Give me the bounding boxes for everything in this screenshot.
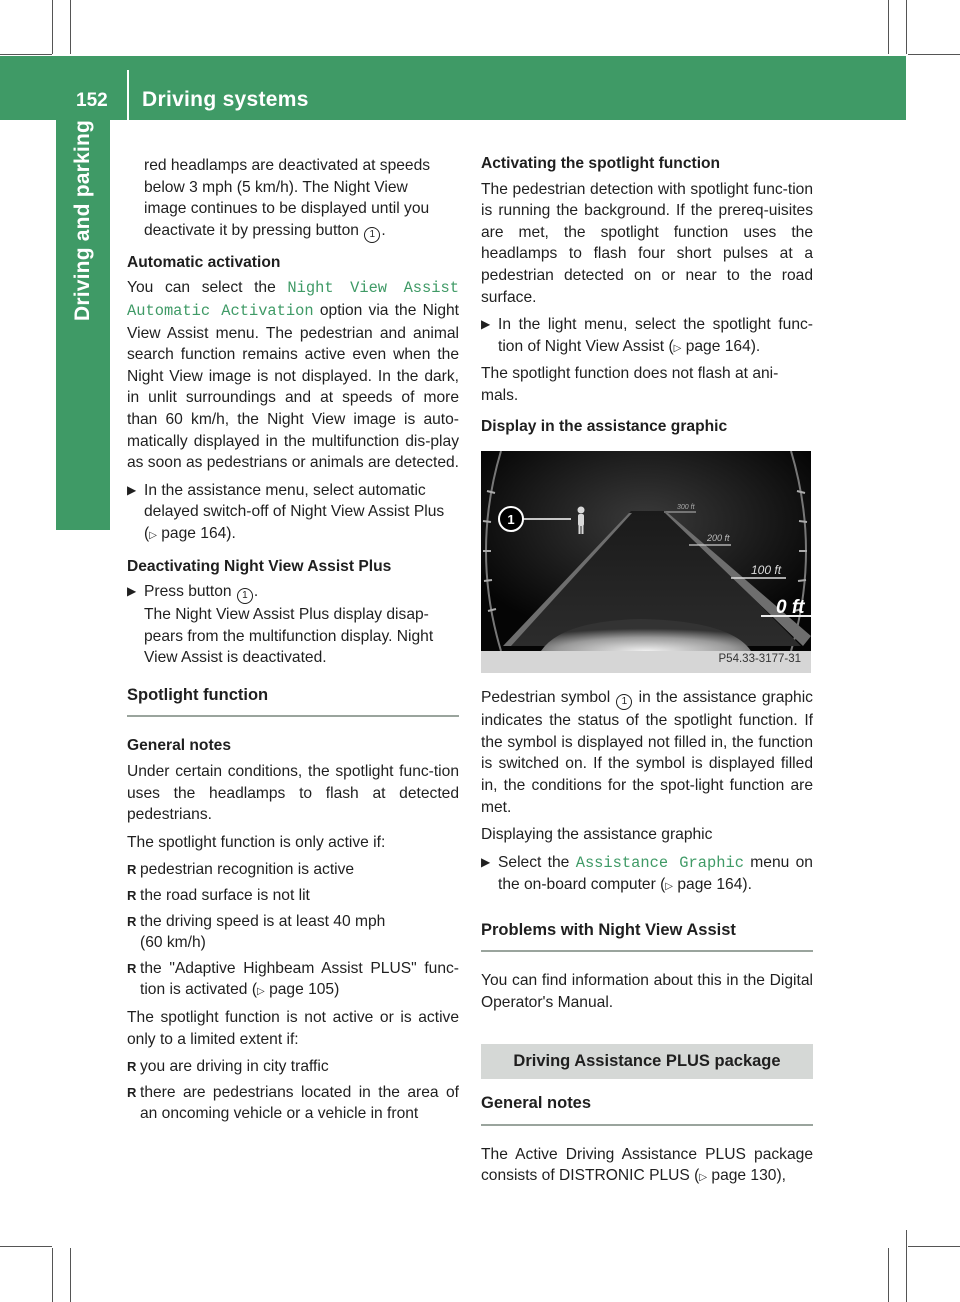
intro-paragraph: red headlamps are deactivated at speeds below 3 mph (5 km/h). The Night View image continues to be displayed until you deactivate it by pressing button 1 . <box>127 155 459 243</box>
crop-mark <box>888 0 889 54</box>
list-item <box>127 1056 459 1078</box>
callout-1-icon: 1 <box>364 227 380 243</box>
list-item-text: the road surface is not lit <box>140 887 310 905</box>
list-item-text: the "Adaptive Highbeam Assist PLUS" func-tion is activated ( <box>140 959 459 999</box>
crop-mark <box>888 1248 889 1302</box>
step-arrow-icon: ▶ <box>481 854 491 869</box>
page-reference[interactable]: page 105) <box>269 981 340 999</box>
step-arrow-icon: ▶ <box>481 317 491 332</box>
header-divider <box>127 70 129 120</box>
paragraph: Under certain conditions, the spotlight func-tion uses the headlamps to flash at detected pedestrians. <box>127 763 459 824</box>
instruction-step: ▶ Press button 1 . The Night View Assist Plus display disap-pears from the multifunction display. Night View Assist is deactivated. <box>127 583 434 667</box>
step-text: menu on the on-board computer ( <box>498 853 813 894</box>
crop-mark <box>906 0 907 54</box>
paragraph: The spotlight function does not flash at ani-mals. <box>481 365 779 404</box>
page-reference[interactable]: page 130), <box>711 1167 786 1185</box>
section-problems-night-view: Problems with Night View Assist <box>481 920 813 953</box>
paragraph: Displaying the assistance graphic <box>481 826 713 844</box>
crop-mark <box>908 1246 960 1247</box>
distance-label: 100 ft <box>751 563 782 578</box>
paragraph: The pedestrian detection with spotlight func-tion is running the background. If the prereq-uisites are met, the spotlight function uses the headlamps to flash four short pulses at a pedestrian detected on or near to the road surface. <box>481 180 813 306</box>
right-column <box>481 150 813 1195</box>
page-ref-icon: ▷ <box>665 881 673 893</box>
bullet-icon: R <box>127 862 137 878</box>
crop-mark <box>52 1248 53 1302</box>
heading-activating-spotlight: Activating the spotlight function <box>481 155 721 172</box>
text: Pedestrian symbol <box>481 689 611 707</box>
bullet-icon: R <box>127 960 137 976</box>
step-arrow-icon: ▶ <box>127 482 137 497</box>
chapter-title: Driving systems <box>142 88 309 111</box>
page-reference[interactable]: page 164). <box>161 524 236 542</box>
bullet-icon: R <box>127 1059 137 1075</box>
instruction-step: ▶ In the assistance menu, select automatic delayed switch-off of Night View Assist Plus (▷ page 164). <box>127 481 445 542</box>
auto-paragraph <box>127 277 459 473</box>
paragraph: You can find information about this in the Digital Operator's Manual. <box>481 972 813 1012</box>
heading-deactivating: Deactivating Night View Assist Plus <box>127 557 392 575</box>
crop-mark <box>52 0 53 54</box>
step-result: The Night View Assist Plus display disap-pears from the multifunction display. Night View Assist is deactivated. <box>144 606 434 667</box>
crop-mark <box>906 1230 907 1302</box>
text: option via the Night View Assist menu. The pedestrian and animal search function remains active even when the Night View image is not displayed. In the dark, in unlit surroundings and at speeds of more than 60 km/h, the Night View image is auto-matically displayed in the multifunction dis-play as soon as pedestrians or animals are detected. <box>127 301 460 472</box>
instruction-step <box>481 314 813 359</box>
step-text: In the light menu, select the spotlight func-tion of Night View Assist ( <box>498 316 813 355</box>
crop-mark <box>0 1246 52 1247</box>
side-tab-label-wrap <box>56 120 110 530</box>
paragraph <box>481 1144 813 1189</box>
list-item <box>127 958 459 1003</box>
intro-line: red headlamps are deactivated at speeds <box>144 157 431 174</box>
distance-label: 200 ft <box>707 533 730 544</box>
intro-line: below 3 mph (5 km/h). The Night View <box>144 178 408 196</box>
page-ref-icon: ▷ <box>149 529 157 541</box>
header-bar <box>0 56 906 120</box>
intro-line: deactivate it by pressing button <box>144 221 359 239</box>
section-general-notes: General notes <box>481 1093 813 1126</box>
crop-mark <box>0 54 52 55</box>
list-item <box>127 1082 459 1125</box>
distance-label: 0 ft <box>776 597 805 619</box>
text: The Active Driving Assistance PLUS package consists of DISTRONIC PLUS ( <box>481 1145 813 1185</box>
bullet-icon: R <box>127 913 137 929</box>
assistance-graphic-figure <box>481 451 811 673</box>
intro-line: image continues to be displayed until you <box>144 200 430 218</box>
step-text: Press button <box>144 583 232 601</box>
side-tab-label: Driving and parking <box>71 120 95 321</box>
menu-option-assistance-graphic: Assistance Graphic <box>575 853 744 872</box>
heading-automatic-activation: Automatic activation <box>127 253 281 271</box>
text: You can select the <box>127 279 276 297</box>
list-item <box>127 859 459 881</box>
page-ref-icon: ▷ <box>673 342 682 354</box>
list-item-text: pedestrian recognition is active <box>140 861 355 879</box>
instruction-step <box>481 852 813 898</box>
bullet-icon: R <box>127 1084 137 1100</box>
heading-general-notes: General notes <box>127 737 231 755</box>
page-number: 152 <box>76 90 108 111</box>
step-arrow-icon: ▶ <box>127 584 137 599</box>
callout-number: 1 <box>507 512 515 528</box>
heading-display-assistance-graphic: Display in the assistance graphic <box>481 417 728 435</box>
menu-option-automatic-activation: Automatic Activation <box>127 301 314 320</box>
page-reference[interactable]: page 164). <box>685 337 761 355</box>
distance-label: 300 ft <box>677 504 695 512</box>
callout-1-icon: 1 <box>616 694 632 710</box>
list-item-text: you are driving in city traffic <box>140 1058 329 1076</box>
page-ref-icon: ▷ <box>257 986 265 998</box>
step-text: Select the <box>498 853 570 871</box>
page-reference[interactable]: page 164). <box>677 876 752 894</box>
list-item-text: there are pedestrians located in the area of an oncoming vehicle or a vehicle in front <box>140 1083 459 1123</box>
section-spotlight-function: Spotlight function <box>127 685 459 718</box>
crop-mark <box>70 0 71 54</box>
step-text: In the assistance menu, select automatic delayed switch-off of Night View Assist Plus <box>144 481 445 521</box>
list-item <box>127 885 459 907</box>
menu-option-night-view-assist: Night View Assist <box>287 279 459 298</box>
paragraph <box>481 687 813 818</box>
text: in the assistance graphic indicates the status of the spotlight function. If the symbol is displayed not filled in, the function is switched on. If the symbol is displayed filled in, the conditions for the spot-light function are met. <box>481 689 813 816</box>
section-box-driving-assistance-plus: Driving Assistance PLUS package <box>481 1044 813 1080</box>
bullet-icon: R <box>127 888 137 904</box>
crop-mark <box>70 1248 71 1302</box>
paragraph: The spotlight function is only active if: <box>127 833 386 851</box>
page-ref-icon: ▷ <box>699 1172 708 1184</box>
left-column <box>127 150 459 1129</box>
figure-id: P54.33-3177-31 <box>718 652 801 665</box>
list-item-text: the driving speed is at least 40 mph (60 km/h) <box>140 912 386 952</box>
callout-1-icon: 1 <box>237 588 253 604</box>
assistance-graphic-illustration <box>481 451 811 651</box>
paragraph: The spotlight function is not active or is active only to a limited extent if: <box>127 1009 459 1048</box>
crop-mark <box>908 54 960 55</box>
list-item <box>127 911 459 954</box>
